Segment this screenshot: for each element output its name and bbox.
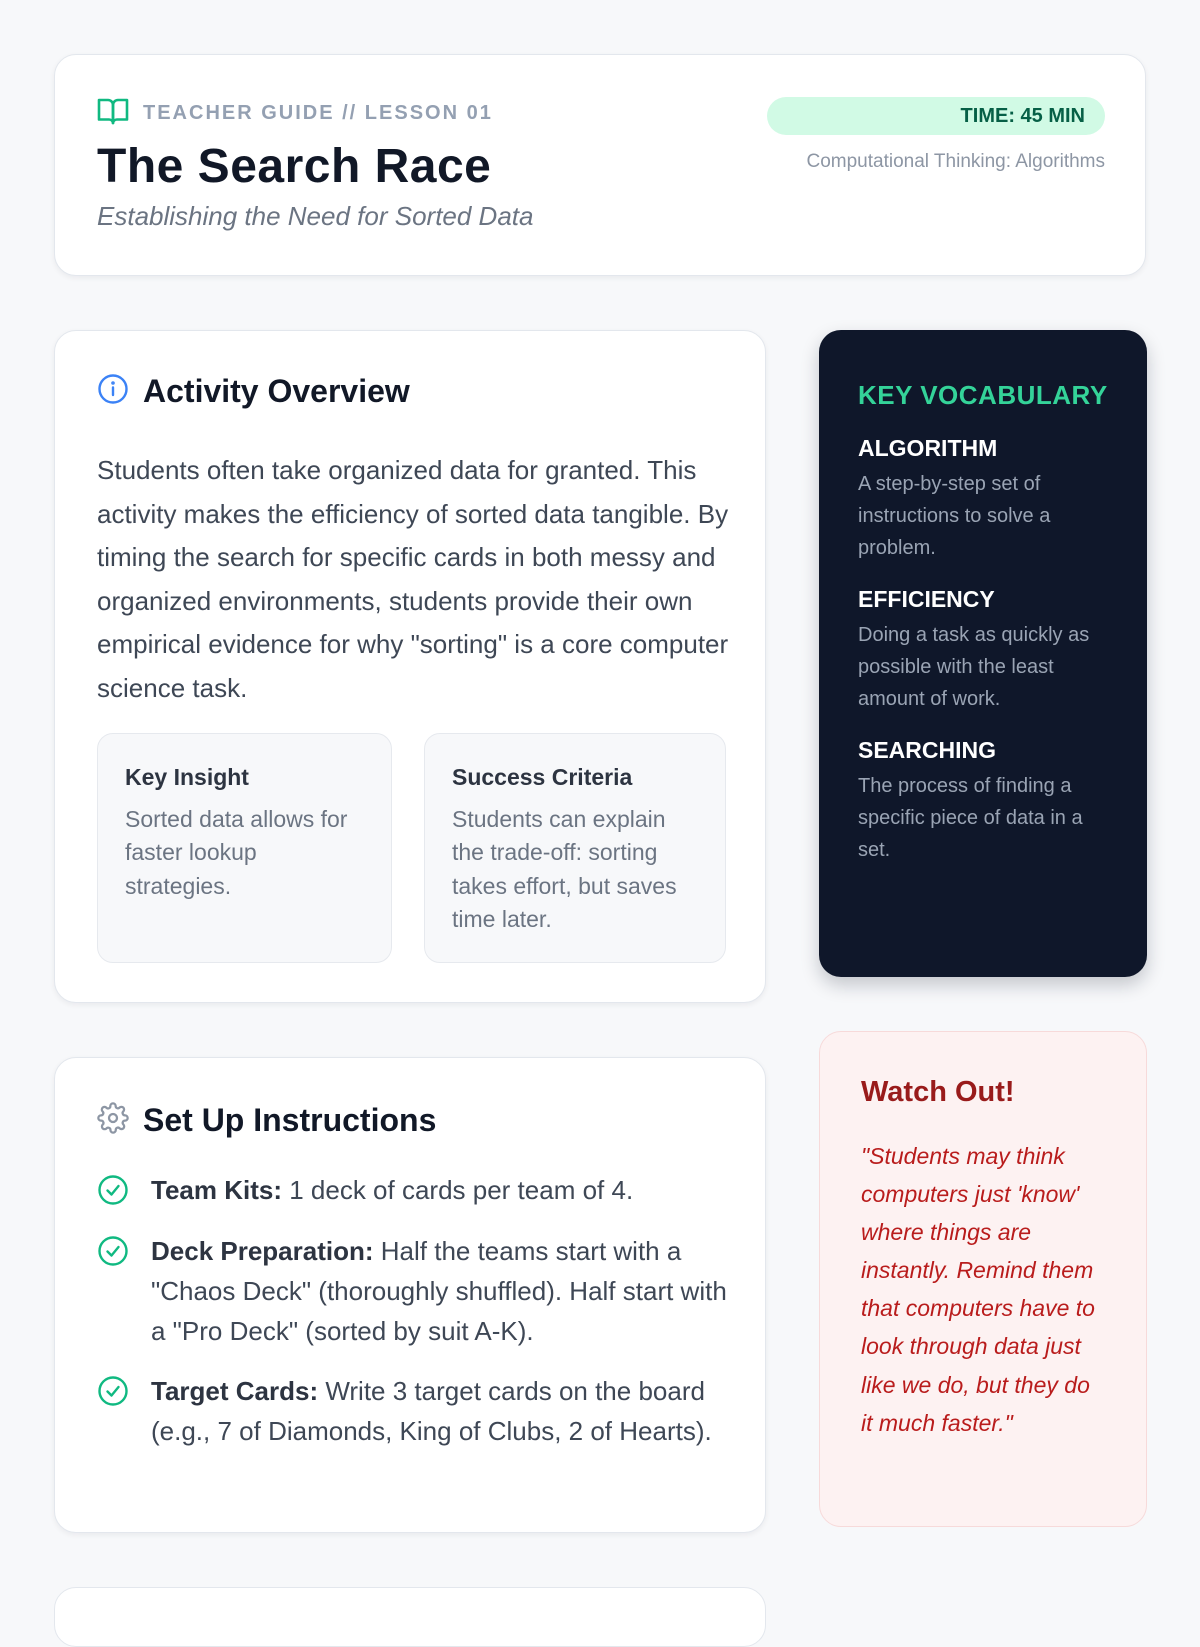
setup-item-detail: Write 3 target cards on the board (e.g., 7 of Diamonds, King of Clubs, 2 of Hearts). (151, 1376, 712, 1446)
setup-item-text (151, 1170, 633, 1210)
success-criteria-box (424, 733, 726, 963)
check-circle-icon (97, 1174, 129, 1211)
vocab-term-definition: Doing a task as quickly as possible with the least amount of work. (858, 624, 1090, 710)
vocab-term-definition: The process of finding a specific piece of data in a set. (858, 775, 1083, 861)
watch-out-heading: Watch Out! (861, 1076, 1015, 1108)
overview-heading: Activity Overview (143, 373, 410, 409)
overview-heading-row (97, 373, 410, 410)
setup-item-detail: 1 deck of cards per team of 4. (282, 1175, 634, 1205)
success-criteria-body: Students can explain the trade-off: sorting takes effort, but saves time later. (452, 806, 677, 932)
vocab-term (858, 737, 1109, 866)
setup-item-label: Target Cards: (151, 1376, 319, 1406)
check-circle-icon (97, 1375, 129, 1412)
list-item (97, 1371, 737, 1451)
vocab-term-name: ALGORITHM (858, 435, 998, 461)
check-circle-icon (97, 1235, 129, 1272)
eyebrow-text: TEACHER GUIDE // LESSON 01 (143, 102, 493, 124)
success-criteria-heading: Success Criteria (452, 764, 633, 790)
vocab-term-name: SEARCHING (858, 737, 997, 763)
watch-out-callout (819, 1031, 1147, 1527)
info-circle-icon (97, 373, 129, 410)
topic-label: Computational Thinking: Algorithms (806, 151, 1105, 172)
setup-item-detail: Half the teams start with a "Chaos Deck" (thoroughly shuffled). Half start with a "Pro Deck" (sorted by suit A-K). (151, 1236, 727, 1346)
vocab-term-name: EFFICIENCY (858, 586, 995, 612)
vocab-term (858, 435, 1109, 564)
lesson-header (54, 54, 1146, 276)
key-insight-body: Sorted data allows for faster lookup strategies. (125, 806, 348, 899)
setup-list (97, 1170, 737, 1471)
vocab-term-definition: A step-by-step set of instructions to solve a problem. (858, 473, 1051, 559)
setup-item-text (151, 1231, 737, 1351)
next-section-card (54, 1587, 766, 1647)
page-title: The Search Race (97, 140, 492, 193)
eyebrow (97, 97, 493, 130)
setup-heading-row (97, 1102, 436, 1139)
key-insight-heading: Key Insight (125, 764, 249, 790)
setup-instructions-card (54, 1057, 766, 1533)
book-open-icon (97, 97, 129, 130)
overview-body: Students often take organized data for granted. This activity makes the efficiency of sorted data tangible. By timing the search for specific cards in both messy and organized environments, students provide their own empirical evidence for why "sorting" is a core computer science task. (97, 455, 729, 703)
list-item (97, 1231, 737, 1351)
key-insight-box (97, 733, 392, 963)
time-badge: TIME: 45 MIN (767, 97, 1105, 135)
list-item (97, 1170, 737, 1211)
vocabulary-heading: KEY VOCABULARY (858, 380, 1108, 410)
setup-heading: Set Up Instructions (143, 1102, 437, 1138)
activity-overview-card (54, 330, 766, 1003)
watch-out-body: "Students may think computers just 'know' where things are instantly. Remind them that computers have to look through data just like we do, but they do it much faster." (861, 1143, 1095, 1436)
page-subtitle: Establishing the Need for Sorted Data (97, 201, 534, 231)
key-vocabulary-panel (819, 330, 1147, 977)
setup-item-text (151, 1371, 737, 1451)
setup-item-label: Deck Preparation: (151, 1236, 374, 1266)
gear-icon (97, 1102, 129, 1139)
vocab-term (858, 586, 1109, 715)
setup-item-label: Team Kits: (151, 1175, 282, 1205)
